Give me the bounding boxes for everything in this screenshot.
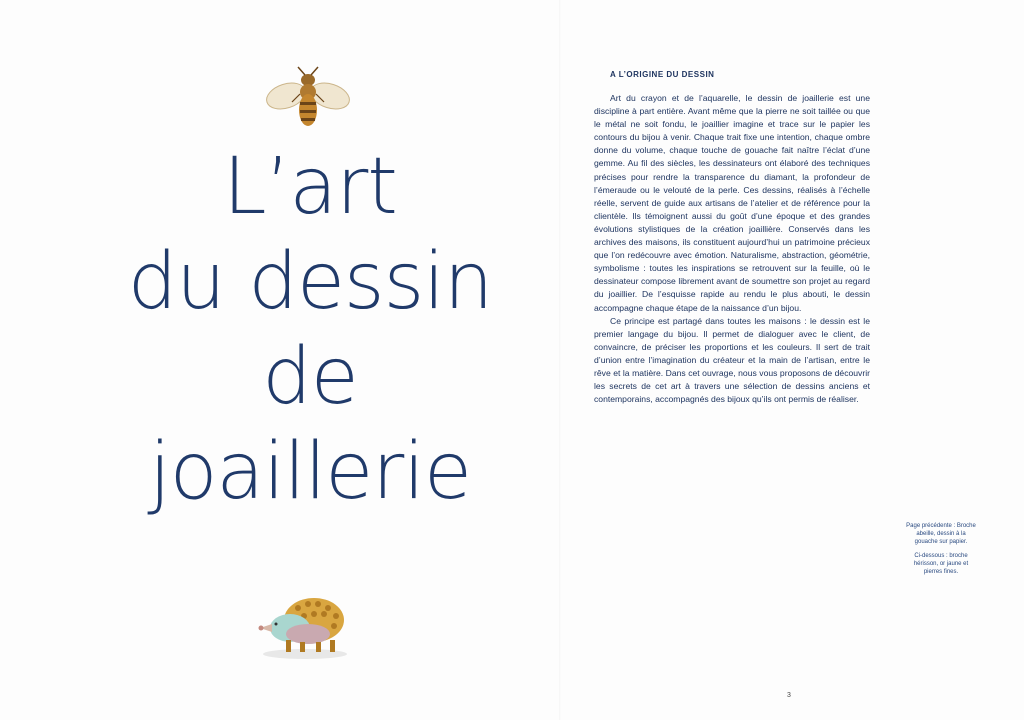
title-line: joaillerie [149,427,471,517]
title-line: du dessin [127,237,493,327]
title-line: de [262,332,358,422]
caption-text: Page précédente : Broche abeille, dessin à la gouache sur papier. [906,523,976,545]
body-paragraph: Ce principe est partagé dans toutes les maisons : le dessin est le premier langage du bijou. Il permet de dialoguer avec le client, de convaincre, de préciser les proportions et les couleurs. Il sert de trait d’union entre l’imagination du créateur et la main de l’artisan, entre le rêve et la matière. Dans cet ouvrage, nous vous proposons de découvrir les secrets de cet art à travers une sélection de dessins anciens et contemporains, accompagnés des bijoux qu’ils ont permis de réaliser. [594,315,870,405]
side-caption [906,522,976,582]
page-title [60,140,560,520]
page-number: 3 [787,692,791,699]
right-page [560,0,1024,720]
title-line: L’art [223,142,397,232]
section-title: A L’ORIGINE DU DESSIN [610,70,715,79]
bee-brooch-image [262,66,354,132]
body-paragraph: Art du crayon et de l’aquarelle, le dessin de joaillerie est une discipline à part entière. Avant même que la pierre ne soit taillée ou que le métal ne soit fondu, le joaillier imagine et trace sur le papier les contours du bijou à venir. Chaque trait fixe une intention, chaque ombre donne du volume, chaque touche de gouache fait naître l’éclat d’une gemme. Au fil des siècles, les dessinateurs ont élaboré des techniques précises pour rendre la transparence du diamant, la profondeur de l’émeraude ou le velouté de la perle. Ces dessins, réalisés à l’échelle réelle, servent de guide aux artisans de l’atelier et de référence pour la clientèle. Ils témoignent aussi du goût d’une époque et des grandes évolutions stylistiques de la création joaillière. Conservés dans les archives des maisons, ils constituent aujourd’hui un patrimoine précieux que l’on redécouvre avec émotion. Naturalisme, abstraction, géométrie, symbolisme : toutes les inspirations se retrouvent sur la feuille, où le dessinateur compose librement avant de soumettre son projet au regard du joaillier. De l’esquisse rapide au rendu le plus abouti, le dessin accompagne chaque étape de la naissance d’un bijou. [594,93,870,313]
body-text [594,92,870,406]
hedgehog-brooch-image [250,584,360,664]
caption-text: Ci-dessous : broche hérisson, or jaune et pierres fines. [913,553,969,575]
